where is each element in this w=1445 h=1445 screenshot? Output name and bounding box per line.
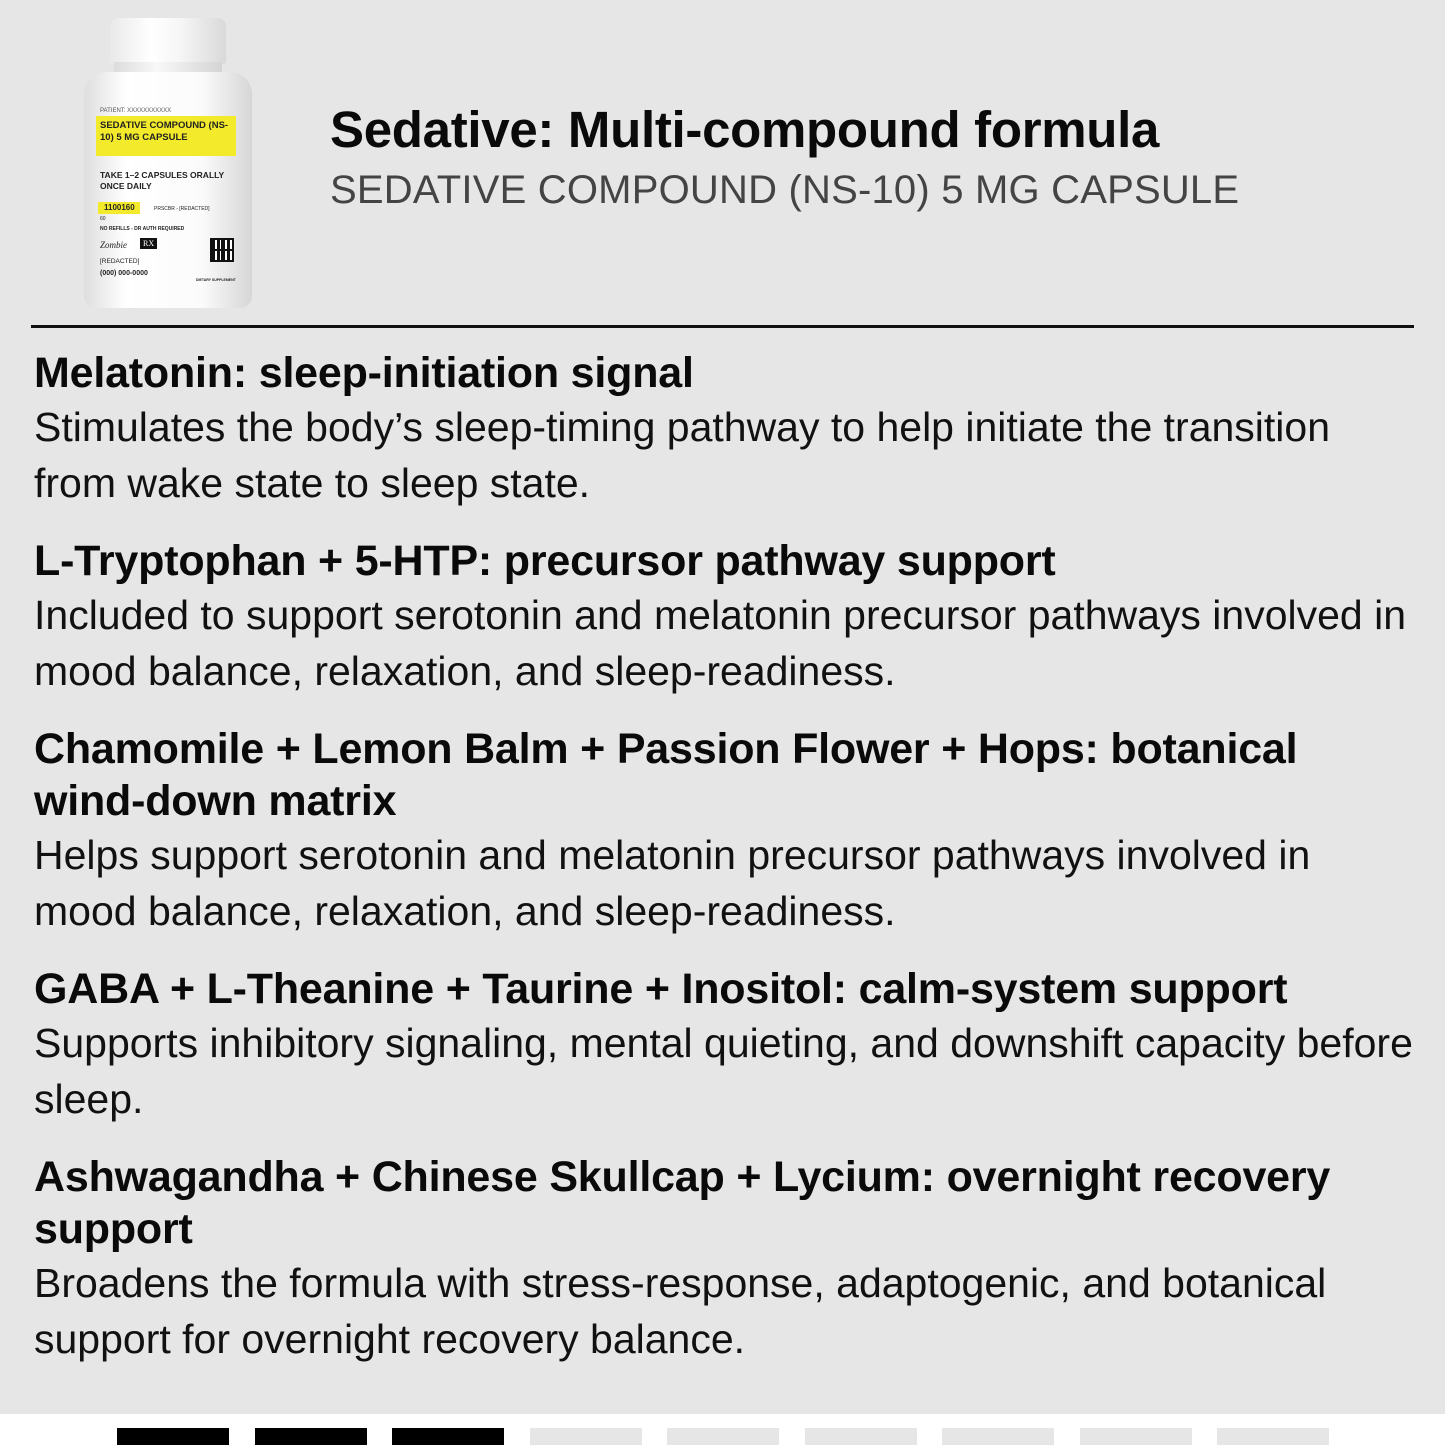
page-indicator-8[interactable] xyxy=(1080,1428,1192,1445)
ingredient-description: Supports inhibitory signaling, mental quieting, and downshift capacity before sleep. xyxy=(34,1020,1413,1122)
label-address: [REDACTED] xyxy=(100,258,140,265)
section-divider xyxy=(31,325,1414,328)
bottle-label xyxy=(96,108,244,298)
page-indicator-2[interactable] xyxy=(255,1428,367,1445)
page-indicator-4[interactable] xyxy=(530,1428,642,1445)
ingredient-item xyxy=(34,963,1414,1127)
label-rx-number: 1100160 xyxy=(104,203,135,212)
ingredient-item xyxy=(34,723,1414,939)
label-quantity: 60 xyxy=(100,216,106,222)
label-footnote: DIETARY SUPPLEMENT xyxy=(196,278,236,282)
ingredient-item xyxy=(34,347,1414,511)
label-product-name: SEDATIVE COMPOUND (NS-10) 5 MG CAPSULE xyxy=(100,120,229,143)
ingredient-description: Helps support serotonin and melatonin precursor pathways involved in mood balance, relaxation, and sleep-readiness. xyxy=(34,832,1311,934)
page-indicator-7[interactable] xyxy=(942,1428,1054,1445)
label-brand-badge: RX xyxy=(140,238,157,249)
page-indicator-3[interactable] xyxy=(392,1428,504,1445)
page-subtitle: SEDATIVE COMPOUND (NS-10) 5 MG CAPSULE xyxy=(330,168,1240,212)
ingredient-title: Chamomile + Lemon Balm + Passion Flower + Hops: botanical wind-down matrix xyxy=(34,725,1298,825)
qr-code-icon xyxy=(210,238,234,262)
ingredient-item xyxy=(34,535,1414,699)
page-indicator-9[interactable] xyxy=(1217,1428,1329,1445)
ingredient-description: Included to support serotonin and melatonin precursor pathways involved in mood balance, relaxation, and sleep-readiness. xyxy=(34,592,1407,694)
ingredient-title: GABA + L-Theanine + Taurine + Inositol: calm-system support xyxy=(34,965,1288,1013)
page-title: Sedative: Multi-compound formula xyxy=(330,101,1160,158)
bottle-cap xyxy=(110,18,226,64)
page-indicator-6[interactable] xyxy=(805,1428,917,1445)
ingredient-list xyxy=(34,347,1414,1391)
ingredient-title: Melatonin: sleep-initiation signal xyxy=(34,349,694,397)
label-brand-logo: Zombie xyxy=(100,240,127,250)
bottle-body xyxy=(84,72,252,308)
label-phone: (000) 000-0000 xyxy=(100,270,148,277)
label-refills: NO REFILLS - DR AUTH REQUIRED xyxy=(100,226,185,232)
title-block xyxy=(330,98,1239,218)
ingredient-description: Broadens the formula with stress-response, adaptogenic, and botanical support for overnight recovery balance. xyxy=(34,1260,1327,1362)
page-indicator-1[interactable] xyxy=(117,1428,229,1445)
product-bottle-image xyxy=(84,18,252,308)
label-directions: TAKE 1–2 CAPSULES ORALLY ONCE DAILY xyxy=(100,170,225,191)
page-indicator-5[interactable] xyxy=(667,1428,779,1445)
ingredient-title: L-Tryptophan + 5-HTP: precursor pathway support xyxy=(34,537,1056,585)
ingredient-description: Stimulates the body’s sleep-timing pathway to help initiate the transition from wake state to sleep state. xyxy=(34,404,1331,506)
ingredient-item xyxy=(34,1151,1414,1367)
ingredient-title: Ashwagandha + Chinese Skullcap + Lycium: overnight recovery support xyxy=(34,1153,1331,1253)
label-patient: PATIENT: XXXXXXXXXXX xyxy=(100,108,172,114)
pagination-bar xyxy=(0,1414,1445,1445)
label-prescriber: PRSCBR - [REDACTED] xyxy=(154,206,210,212)
product-header xyxy=(0,0,1445,326)
